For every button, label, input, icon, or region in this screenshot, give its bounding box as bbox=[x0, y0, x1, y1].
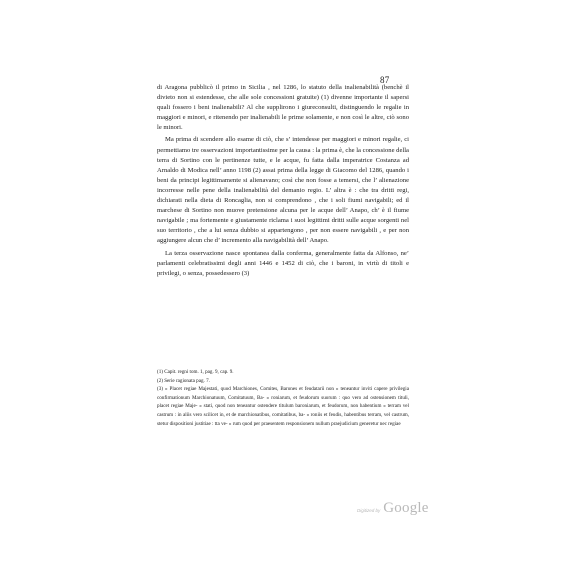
google-logo: Google bbox=[383, 500, 429, 516]
paragraph: La terza osservazione nasce spontanea dalla conferma, generalmente fatta da Alfonso, ne’ parlamenti celebratissimi degli anni 1446 e 1452 di ciò, che i baroni, in virtù di titoli e privilegi, o senza, possedessero (3) bbox=[157, 249, 409, 277]
footnote: (2) Serie ragionata pag. 7. bbox=[157, 377, 210, 384]
footnote: (3) » Placet regiae Majestati, quod Marchiones, Comites, Barones et feudatarii non » teneantur inviti capere privilegia confirmationum Marchionatuum, Comitatuum, Ba- » roniarum, et feudorum suorum : quo vero ad ostensionem tituli, placet regiae Maje- » stati, quod non teneantur ostendere titulum baroniarum, et feudorum, non habentium » terram vel castrum : in aliis vero scilicet in, et de marchionatibus, comitatibus, ba- » roniis et feudis, habentibus terram, vel castrum, stetur dispositioni justitiae : tta ve- » rum quod per praesentem responsionem nullum praejudicium generetur nec regiae bbox=[157, 386, 409, 427]
body-text bbox=[157, 83, 409, 281]
page-number: 87 bbox=[380, 75, 390, 85]
paragraph: di Aragona pubblicò il primo in Sicilia , nel 1286, lo statuto della inalienabilità (benchè il divieto non si estendesse, che alle sole concessioni gratuite) (1) divenne importante il sapersi quali fossero i beni inalienabili? Al che supplirono i giureconsulti, distinguendo le regalie in maggiori e minori, e ritenendo per inalienabili le prime solamente, e non così le altre, ciò sono le minori. bbox=[157, 84, 409, 132]
footnote: (1) Capit. regni tom. 1, pag. 9, cap. 9. bbox=[157, 369, 234, 375]
paragraph: Ma prima di scendere allo esame di ciò, che s’ intendesse per maggiori e minori regalie, ci permettiamo tre osservazioni importantissime per la causa : la prima è, che la concessione della terra di Sortino con le pertinenze tutte, e le acque, fu fatta dalla imperatrice Costanza ad Arnaldo di Modica nell’ anno 1198 (2) assai prima della legge di Giacomo del 1286, quando i beni da principi legittimamente si alienavano; così che non fosse a temersi, che l’ alienazione incorresse nelle pene della inalienabilità del demanio regio. L’ altra è : che tra dritti regi, dichiarati nella dieta di Roncaglia, non si comprendono , che i soli fiumi navigabili; ed il marchese di Sortino non muove pretensione alcuna per le acque dell’ Anapo, ch’ è il fiume navigabile ; ma fortemente e giustamente riclama i suoi legittimi dritti sulle acque sorgenti nel suo territorio , che a lui senza dubbio si appartengono , per non essere navigabili , e per non aggiungere alcun che d’ incremento alla navigabilità dell’ Anapo. bbox=[157, 136, 409, 245]
footnotes bbox=[157, 368, 409, 428]
watermark-prefix: Digitized by bbox=[357, 508, 381, 513]
digitized-by-watermark bbox=[357, 500, 429, 517]
